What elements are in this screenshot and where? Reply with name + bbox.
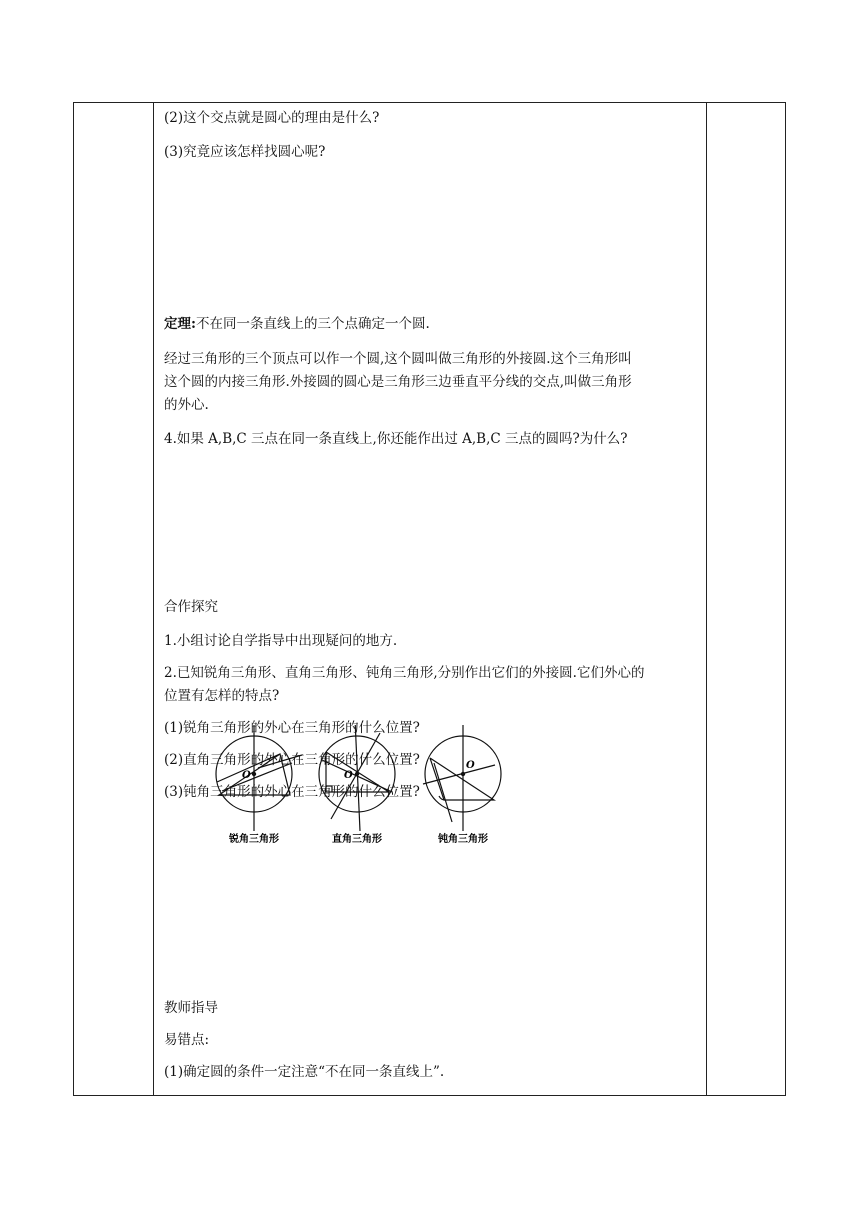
circumcircle-text-line-3: 的外心. xyxy=(164,397,209,413)
theorem-label: 定理: xyxy=(164,316,196,332)
common-mistakes-label: 易错点: xyxy=(164,1032,210,1048)
section-heading-teacher: 教师指导 xyxy=(164,1000,218,1016)
obtuse-triangle-diagram xyxy=(423,725,501,831)
coop-item-1: 1.小组讨论自学指导中出现疑问的地方. xyxy=(164,633,398,649)
lesson-table xyxy=(73,102,786,1096)
coop-subquestion-1: (1)锐角三角形的外心在三角形的什么位置? xyxy=(164,720,420,736)
coop-subquestion-2: (2)直角三角形的外心在三角形的什么位置? xyxy=(164,752,420,768)
section-heading-cooperative: 合作探究 xyxy=(164,599,218,615)
acute-triangle-diagram xyxy=(216,725,302,831)
question-2: (2)这个交点就是圆心的理由是什么? xyxy=(164,110,380,126)
theorem-line xyxy=(164,313,430,336)
coop-subquestion-3: (3)钝角三角形的外心在三角形的什么位置? xyxy=(164,784,420,800)
caption-acute: 锐角三角形 xyxy=(229,834,279,845)
mistake-1: (1)确定圆的条件一定注意“不在同一条直线上”. xyxy=(164,1064,445,1080)
question-3: (3)究竟应该怎样找圆心呢? xyxy=(164,144,326,160)
question-4: 4.如果 A,B,C 三点在同一条直线上,你还能作出过 A,B,C 三点的圆吗?为什么? xyxy=(164,431,628,447)
caption-right: 直角三角形 xyxy=(332,834,382,845)
theorem-text: 不在同一条直线上的三个点确定一个圆. xyxy=(195,316,430,332)
circumcenter-figure xyxy=(212,725,502,855)
right-triangle-diagram xyxy=(319,725,395,831)
column-divider-right xyxy=(706,103,707,1095)
circumcircle-text-line-2: 这个圆的内接三角形.外接圆的圆心是三角形三边垂直平分线的交点,叫做三角形 xyxy=(164,374,632,390)
coop-item-2-line-2: 位置有怎样的特点? xyxy=(164,688,280,704)
right-center-label: O xyxy=(344,770,353,781)
acute-center-label: O xyxy=(242,770,251,781)
column-divider-left xyxy=(153,103,154,1095)
circumcircle-text-line-1: 经过三角形的三个顶点可以作一个圆,这个圆叫做三角形的外接圆.这个三角形叫 xyxy=(164,351,632,367)
obtuse-center-label: O xyxy=(466,760,475,771)
coop-item-2-line-1: 2.已知锐角三角形、直角三角形、钝角三角形,分别作出它们的外接圆.它们外心的 xyxy=(164,665,645,681)
caption-obtuse: 钝角三角形 xyxy=(438,834,488,845)
